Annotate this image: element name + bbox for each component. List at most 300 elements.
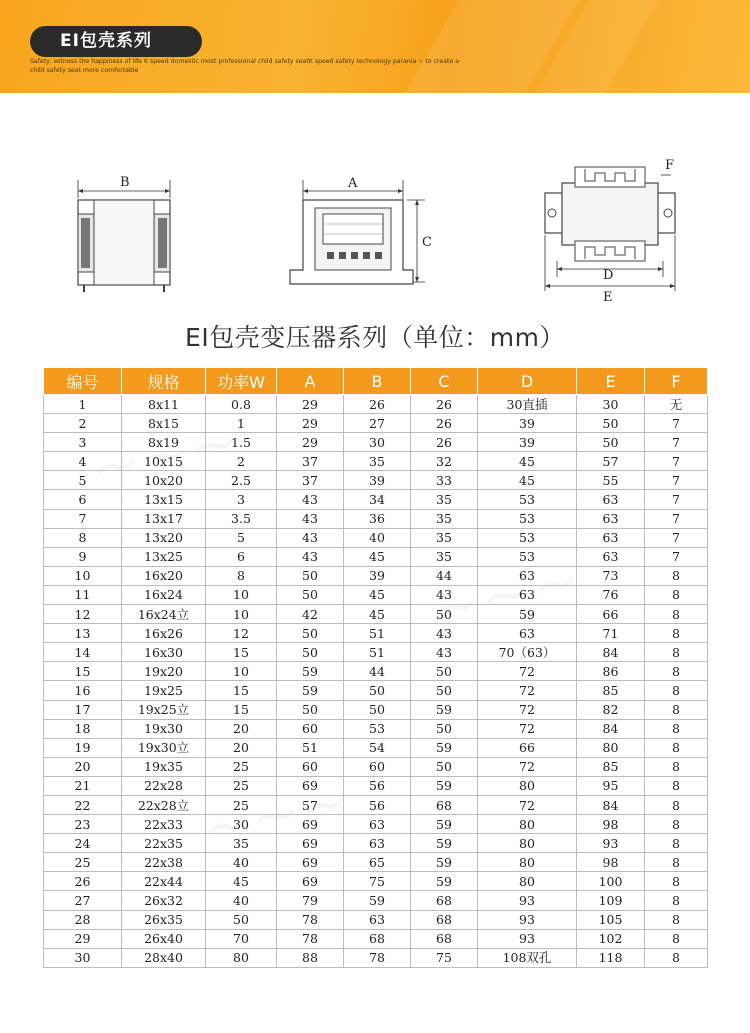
table-row bbox=[44, 395, 708, 414]
table-cell: 59 bbox=[411, 815, 478, 834]
table-row bbox=[44, 948, 708, 967]
table-cell: 69 bbox=[277, 776, 344, 795]
dim-f-label: F bbox=[665, 158, 675, 173]
table-cell: 19x20 bbox=[122, 662, 206, 681]
table-cell: 35 bbox=[411, 547, 478, 566]
table-cell: 8 bbox=[645, 815, 708, 834]
table-cell: 72 bbox=[478, 795, 577, 814]
front-view-diagram bbox=[70, 170, 180, 300]
table-cell: 10x15 bbox=[122, 452, 206, 471]
table-cell: 50 bbox=[277, 700, 344, 719]
table-row bbox=[44, 719, 708, 738]
table-cell: 50 bbox=[411, 605, 478, 624]
table-row bbox=[44, 528, 708, 547]
table-cell: 8 bbox=[645, 566, 708, 585]
table-cell: 26x40 bbox=[122, 929, 206, 948]
table-cell: 63 bbox=[478, 624, 577, 643]
table-cell: 100 bbox=[577, 872, 645, 891]
tagline: Safety, witness the happiness of life K speed domestic most professional child safety seatK speed safety technology parania ~ to create a child safety seat more comfortable bbox=[30, 58, 460, 74]
table-cell: 45 bbox=[344, 585, 411, 604]
table-cell: 20 bbox=[44, 757, 122, 776]
table-cell: 88 bbox=[277, 948, 344, 967]
table-cell: 68 bbox=[411, 929, 478, 948]
table-cell: 28 bbox=[44, 910, 122, 929]
table-row bbox=[44, 585, 708, 604]
table-cell: 12 bbox=[206, 624, 277, 643]
table-cell: 6 bbox=[206, 547, 277, 566]
table-cell: 72 bbox=[478, 700, 577, 719]
table-cell: 7 bbox=[44, 509, 122, 528]
table-cell: 51 bbox=[277, 738, 344, 757]
table-row bbox=[44, 795, 708, 814]
table-cell: 35 bbox=[344, 452, 411, 471]
column-header: B bbox=[344, 368, 411, 395]
table-cell: 63 bbox=[478, 566, 577, 585]
table-cell: 20 bbox=[206, 719, 277, 738]
table-cell: 59 bbox=[277, 662, 344, 681]
table-cell: 50 bbox=[577, 433, 645, 452]
table-cell: 43 bbox=[411, 643, 478, 662]
table-cell: 16x30 bbox=[122, 643, 206, 662]
table-cell: 80 bbox=[577, 738, 645, 757]
table-cell: 29 bbox=[277, 433, 344, 452]
table-cell: 8 bbox=[645, 585, 708, 604]
table-row bbox=[44, 891, 708, 910]
table-row bbox=[44, 738, 708, 757]
table-cell: 72 bbox=[478, 662, 577, 681]
table-cell: 35 bbox=[206, 834, 277, 853]
table-cell: 39 bbox=[344, 471, 411, 490]
table-cell: 78 bbox=[344, 948, 411, 967]
table-cell: 35 bbox=[411, 490, 478, 509]
top-view-diagram bbox=[535, 155, 685, 305]
table-cell: 15 bbox=[44, 662, 122, 681]
table-cell: 1 bbox=[206, 414, 277, 433]
table-cell: 26x35 bbox=[122, 910, 206, 929]
table-cell: 105 bbox=[577, 910, 645, 929]
table-cell: 30 bbox=[206, 815, 277, 834]
table-cell: 53 bbox=[478, 490, 577, 509]
table-cell: 43 bbox=[277, 509, 344, 528]
table-cell: 8x15 bbox=[122, 414, 206, 433]
table-header-row bbox=[44, 368, 708, 395]
table-cell: 10x20 bbox=[122, 471, 206, 490]
table-cell: 8 bbox=[645, 872, 708, 891]
table-cell: 76 bbox=[577, 585, 645, 604]
table-cell: 8 bbox=[645, 605, 708, 624]
table-cell: 50 bbox=[277, 624, 344, 643]
table-cell: 59 bbox=[411, 872, 478, 891]
table-row bbox=[44, 872, 708, 891]
table-cell: 57 bbox=[277, 795, 344, 814]
table-cell: 53 bbox=[344, 719, 411, 738]
column-header: C bbox=[411, 368, 478, 395]
series-title: EI包壳系列 bbox=[30, 26, 202, 57]
table-cell: 19x35 bbox=[122, 757, 206, 776]
column-header: 编号 bbox=[44, 368, 122, 395]
table-cell: 98 bbox=[577, 853, 645, 872]
table-cell: 59 bbox=[277, 681, 344, 700]
table-row bbox=[44, 471, 708, 490]
table-cell: 22x28 bbox=[122, 776, 206, 795]
table-cell: 80 bbox=[206, 948, 277, 967]
table-cell: 25 bbox=[44, 853, 122, 872]
table-cell: 40 bbox=[206, 891, 277, 910]
table-cell: 71 bbox=[577, 624, 645, 643]
table-row bbox=[44, 433, 708, 452]
table-cell: 8 bbox=[645, 776, 708, 795]
table-cell: 15 bbox=[206, 643, 277, 662]
table-cell: 35 bbox=[411, 528, 478, 547]
table-cell: 3 bbox=[206, 490, 277, 509]
table-cell: 8 bbox=[44, 528, 122, 547]
table-cell: 59 bbox=[411, 853, 478, 872]
table-cell: 8 bbox=[645, 643, 708, 662]
table-cell: 50 bbox=[206, 910, 277, 929]
table-cell: 19x30 bbox=[122, 719, 206, 738]
table-cell: 2 bbox=[206, 452, 277, 471]
table-cell: 15 bbox=[206, 681, 277, 700]
table-cell: 无 bbox=[645, 395, 708, 414]
table-cell: 39 bbox=[478, 433, 577, 452]
table-cell: 27 bbox=[344, 414, 411, 433]
table-cell: 4 bbox=[44, 452, 122, 471]
table-cell: 16 bbox=[44, 681, 122, 700]
table-cell: 30 bbox=[577, 395, 645, 414]
table-cell: 7 bbox=[645, 490, 708, 509]
side-view-diagram bbox=[285, 170, 440, 300]
table-cell: 7 bbox=[645, 547, 708, 566]
table-cell: 70（63） bbox=[478, 643, 577, 662]
dim-e-label: E bbox=[603, 290, 613, 305]
table-cell: 43 bbox=[411, 624, 478, 643]
table-cell: 56 bbox=[344, 795, 411, 814]
table-cell: 55 bbox=[577, 471, 645, 490]
table-cell: 1 bbox=[44, 395, 122, 414]
table-cell: 39 bbox=[478, 414, 577, 433]
table-cell: 5 bbox=[44, 471, 122, 490]
table-cell: 6 bbox=[44, 490, 122, 509]
table-cell: 53 bbox=[478, 528, 577, 547]
table-cell: 8x19 bbox=[122, 433, 206, 452]
table-cell: 2.5 bbox=[206, 471, 277, 490]
table-cell: 8 bbox=[645, 738, 708, 757]
table-cell: 26 bbox=[44, 872, 122, 891]
column-header: 规格 bbox=[122, 368, 206, 395]
table-cell: 44 bbox=[344, 662, 411, 681]
table-cell: 0.8 bbox=[206, 395, 277, 414]
column-header: 功率W bbox=[206, 368, 277, 395]
table-cell: 29 bbox=[277, 395, 344, 414]
table-cell: 8 bbox=[206, 566, 277, 585]
table-cell: 26 bbox=[411, 395, 478, 414]
table-cell: 56 bbox=[344, 776, 411, 795]
table-row bbox=[44, 757, 708, 776]
table-cell: 35 bbox=[411, 509, 478, 528]
table-cell: 26 bbox=[344, 395, 411, 414]
table-cell: 10 bbox=[206, 585, 277, 604]
table-cell: 26x32 bbox=[122, 891, 206, 910]
table-cell: 25 bbox=[206, 795, 277, 814]
column-header: D bbox=[478, 368, 577, 395]
table-cell: 7 bbox=[645, 509, 708, 528]
table-cell: 21 bbox=[44, 776, 122, 795]
column-header: E bbox=[577, 368, 645, 395]
table-cell: 79 bbox=[277, 891, 344, 910]
table-cell: 30直插 bbox=[478, 395, 577, 414]
table-cell: 98 bbox=[577, 815, 645, 834]
table-cell: 63 bbox=[577, 509, 645, 528]
table-cell: 24 bbox=[44, 834, 122, 853]
table-cell: 45 bbox=[478, 452, 577, 471]
table-cell: 25 bbox=[206, 776, 277, 795]
table-cell: 66 bbox=[577, 605, 645, 624]
table-cell: 50 bbox=[577, 414, 645, 433]
table-cell: 80 bbox=[478, 776, 577, 795]
table-cell: 85 bbox=[577, 757, 645, 776]
table-cell: 60 bbox=[277, 757, 344, 776]
table-row bbox=[44, 566, 708, 585]
table-cell: 72 bbox=[478, 757, 577, 776]
table-cell: 13x20 bbox=[122, 528, 206, 547]
table-cell: 109 bbox=[577, 891, 645, 910]
dim-c-label: C bbox=[422, 235, 432, 250]
table-cell: 50 bbox=[411, 757, 478, 776]
table-cell: 51 bbox=[344, 643, 411, 662]
table-cell: 63 bbox=[577, 547, 645, 566]
table-cell: 93 bbox=[478, 910, 577, 929]
table-cell: 50 bbox=[277, 643, 344, 662]
table-cell: 43 bbox=[277, 528, 344, 547]
table-cell: 7 bbox=[645, 471, 708, 490]
table-cell: 30 bbox=[344, 433, 411, 452]
table-cell: 50 bbox=[411, 681, 478, 700]
table-cell: 69 bbox=[277, 815, 344, 834]
table-cell: 59 bbox=[411, 834, 478, 853]
table-cell: 8 bbox=[645, 757, 708, 776]
table-cell: 43 bbox=[411, 585, 478, 604]
table-cell: 8 bbox=[645, 891, 708, 910]
table-row bbox=[44, 815, 708, 834]
table-cell: 10 bbox=[206, 662, 277, 681]
table-row bbox=[44, 910, 708, 929]
table-cell: 68 bbox=[411, 795, 478, 814]
table-cell: 8 bbox=[645, 929, 708, 948]
table-cell: 68 bbox=[411, 910, 478, 929]
table-cell: 93 bbox=[478, 929, 577, 948]
table-cell: 45 bbox=[344, 547, 411, 566]
table-cell: 80 bbox=[478, 853, 577, 872]
table-row bbox=[44, 452, 708, 471]
table-cell: 44 bbox=[411, 566, 478, 585]
table-cell: 50 bbox=[411, 719, 478, 738]
table-row bbox=[44, 853, 708, 872]
table-cell: 50 bbox=[344, 681, 411, 700]
table-cell: 3.5 bbox=[206, 509, 277, 528]
table-cell: 40 bbox=[344, 528, 411, 547]
table-cell: 8 bbox=[645, 700, 708, 719]
table-cell: 63 bbox=[344, 910, 411, 929]
table-cell: 84 bbox=[577, 719, 645, 738]
table-cell: 34 bbox=[344, 490, 411, 509]
table-row bbox=[44, 929, 708, 948]
table-cell: 70 bbox=[206, 929, 277, 948]
table-cell: 15 bbox=[206, 700, 277, 719]
table-cell: 22x28立 bbox=[122, 795, 206, 814]
table-cell: 8x11 bbox=[122, 395, 206, 414]
table-cell: 8 bbox=[645, 948, 708, 967]
table-cell: 7 bbox=[645, 414, 708, 433]
table-cell: 85 bbox=[577, 681, 645, 700]
table-cell: 45 bbox=[478, 471, 577, 490]
table-cell: 59 bbox=[411, 738, 478, 757]
table-cell: 18 bbox=[44, 719, 122, 738]
table-cell: 29 bbox=[277, 414, 344, 433]
table-cell: 95 bbox=[577, 776, 645, 795]
table-cell: 59 bbox=[478, 605, 577, 624]
table-cell: 118 bbox=[577, 948, 645, 967]
table-body bbox=[44, 395, 708, 968]
table-cell: 84 bbox=[577, 795, 645, 814]
table-cell: 22x44 bbox=[122, 872, 206, 891]
table-cell: 17 bbox=[44, 700, 122, 719]
table-cell: 16x24立 bbox=[122, 605, 206, 624]
table-cell: 36 bbox=[344, 509, 411, 528]
table-cell: 9 bbox=[44, 547, 122, 566]
table-cell: 33 bbox=[411, 471, 478, 490]
table-cell: 19x30立 bbox=[122, 738, 206, 757]
table-cell: 22 bbox=[44, 795, 122, 814]
table-row bbox=[44, 605, 708, 624]
table-cell: 73 bbox=[577, 566, 645, 585]
table-cell: 19 bbox=[44, 738, 122, 757]
table-cell: 68 bbox=[344, 929, 411, 948]
table-cell: 40 bbox=[206, 853, 277, 872]
table-cell: 51 bbox=[344, 624, 411, 643]
table-cell: 8 bbox=[645, 719, 708, 738]
table-cell: 13 bbox=[44, 624, 122, 643]
table-cell: 1.5 bbox=[206, 433, 277, 452]
table-cell: 63 bbox=[577, 490, 645, 509]
table-cell: 102 bbox=[577, 929, 645, 948]
table-cell: 86 bbox=[577, 662, 645, 681]
table-cell: 16x26 bbox=[122, 624, 206, 643]
table-cell: 42 bbox=[277, 605, 344, 624]
table-cell: 45 bbox=[206, 872, 277, 891]
table-cell: 59 bbox=[344, 891, 411, 910]
table-row bbox=[44, 547, 708, 566]
table-cell: 30 bbox=[44, 948, 122, 967]
table-cell: 43 bbox=[277, 490, 344, 509]
table-cell: 68 bbox=[411, 891, 478, 910]
table-cell: 29 bbox=[44, 929, 122, 948]
table-cell: 16x24 bbox=[122, 585, 206, 604]
table-cell: 93 bbox=[577, 834, 645, 853]
table-row bbox=[44, 643, 708, 662]
table-cell: 7 bbox=[645, 528, 708, 547]
table-cell: 19x25立 bbox=[122, 700, 206, 719]
table-cell: 50 bbox=[277, 566, 344, 585]
table-cell: 10 bbox=[206, 605, 277, 624]
table-cell: 72 bbox=[478, 719, 577, 738]
dim-b-label: B bbox=[120, 175, 130, 190]
table-cell: 45 bbox=[344, 605, 411, 624]
table-cell: 8 bbox=[645, 795, 708, 814]
table-cell: 8 bbox=[645, 834, 708, 853]
table-cell: 22x35 bbox=[122, 834, 206, 853]
header-banner bbox=[0, 0, 750, 93]
table-row bbox=[44, 509, 708, 528]
table-cell: 8 bbox=[645, 853, 708, 872]
table-cell: 16x20 bbox=[122, 566, 206, 585]
table-cell: 7 bbox=[645, 433, 708, 452]
table-cell: 23 bbox=[44, 815, 122, 834]
table-cell: 60 bbox=[277, 719, 344, 738]
table-cell: 32 bbox=[411, 452, 478, 471]
table-cell: 108双孔 bbox=[478, 948, 577, 967]
table-cell: 19x25 bbox=[122, 681, 206, 700]
table-cell: 80 bbox=[478, 834, 577, 853]
table-cell: 2 bbox=[44, 414, 122, 433]
table-cell: 80 bbox=[478, 815, 577, 834]
table-row bbox=[44, 414, 708, 433]
table-cell: 65 bbox=[344, 853, 411, 872]
table-row bbox=[44, 700, 708, 719]
table-cell: 7 bbox=[645, 452, 708, 471]
table-cell: 66 bbox=[478, 738, 577, 757]
table-cell: 39 bbox=[344, 566, 411, 585]
column-header: F bbox=[645, 368, 708, 395]
table-cell: 22x33 bbox=[122, 815, 206, 834]
table-cell: 20 bbox=[206, 738, 277, 757]
table-cell: 75 bbox=[344, 872, 411, 891]
table-cell: 22x38 bbox=[122, 853, 206, 872]
dim-a-label: A bbox=[348, 176, 358, 191]
table-cell: 27 bbox=[44, 891, 122, 910]
table-cell: 80 bbox=[478, 872, 577, 891]
table-cell: 53 bbox=[478, 509, 577, 528]
table-cell: 59 bbox=[411, 776, 478, 795]
table-row bbox=[44, 490, 708, 509]
table-cell: 54 bbox=[344, 738, 411, 757]
table-cell: 72 bbox=[478, 681, 577, 700]
table-cell: 57 bbox=[577, 452, 645, 471]
table-cell: 13x17 bbox=[122, 509, 206, 528]
table-cell: 84 bbox=[577, 643, 645, 662]
table-cell: 69 bbox=[277, 872, 344, 891]
table-cell: 63 bbox=[577, 528, 645, 547]
table-cell: 13x25 bbox=[122, 547, 206, 566]
table-cell: 14 bbox=[44, 643, 122, 662]
table-cell: 28x40 bbox=[122, 948, 206, 967]
table-cell: 50 bbox=[277, 585, 344, 604]
table-cell: 78 bbox=[277, 910, 344, 929]
table-cell: 10 bbox=[44, 566, 122, 585]
table-cell: 37 bbox=[277, 452, 344, 471]
table-row bbox=[44, 776, 708, 795]
table-cell: 8 bbox=[645, 910, 708, 929]
table-cell: 37 bbox=[277, 471, 344, 490]
table-cell: 63 bbox=[344, 834, 411, 853]
table-cell: 43 bbox=[277, 547, 344, 566]
table-cell: 11 bbox=[44, 585, 122, 604]
table-cell: 69 bbox=[277, 853, 344, 872]
table-cell: 50 bbox=[411, 662, 478, 681]
table-cell: 60 bbox=[344, 757, 411, 776]
table-cell: 12 bbox=[44, 605, 122, 624]
table-cell: 8 bbox=[645, 662, 708, 681]
column-header: A bbox=[277, 368, 344, 395]
